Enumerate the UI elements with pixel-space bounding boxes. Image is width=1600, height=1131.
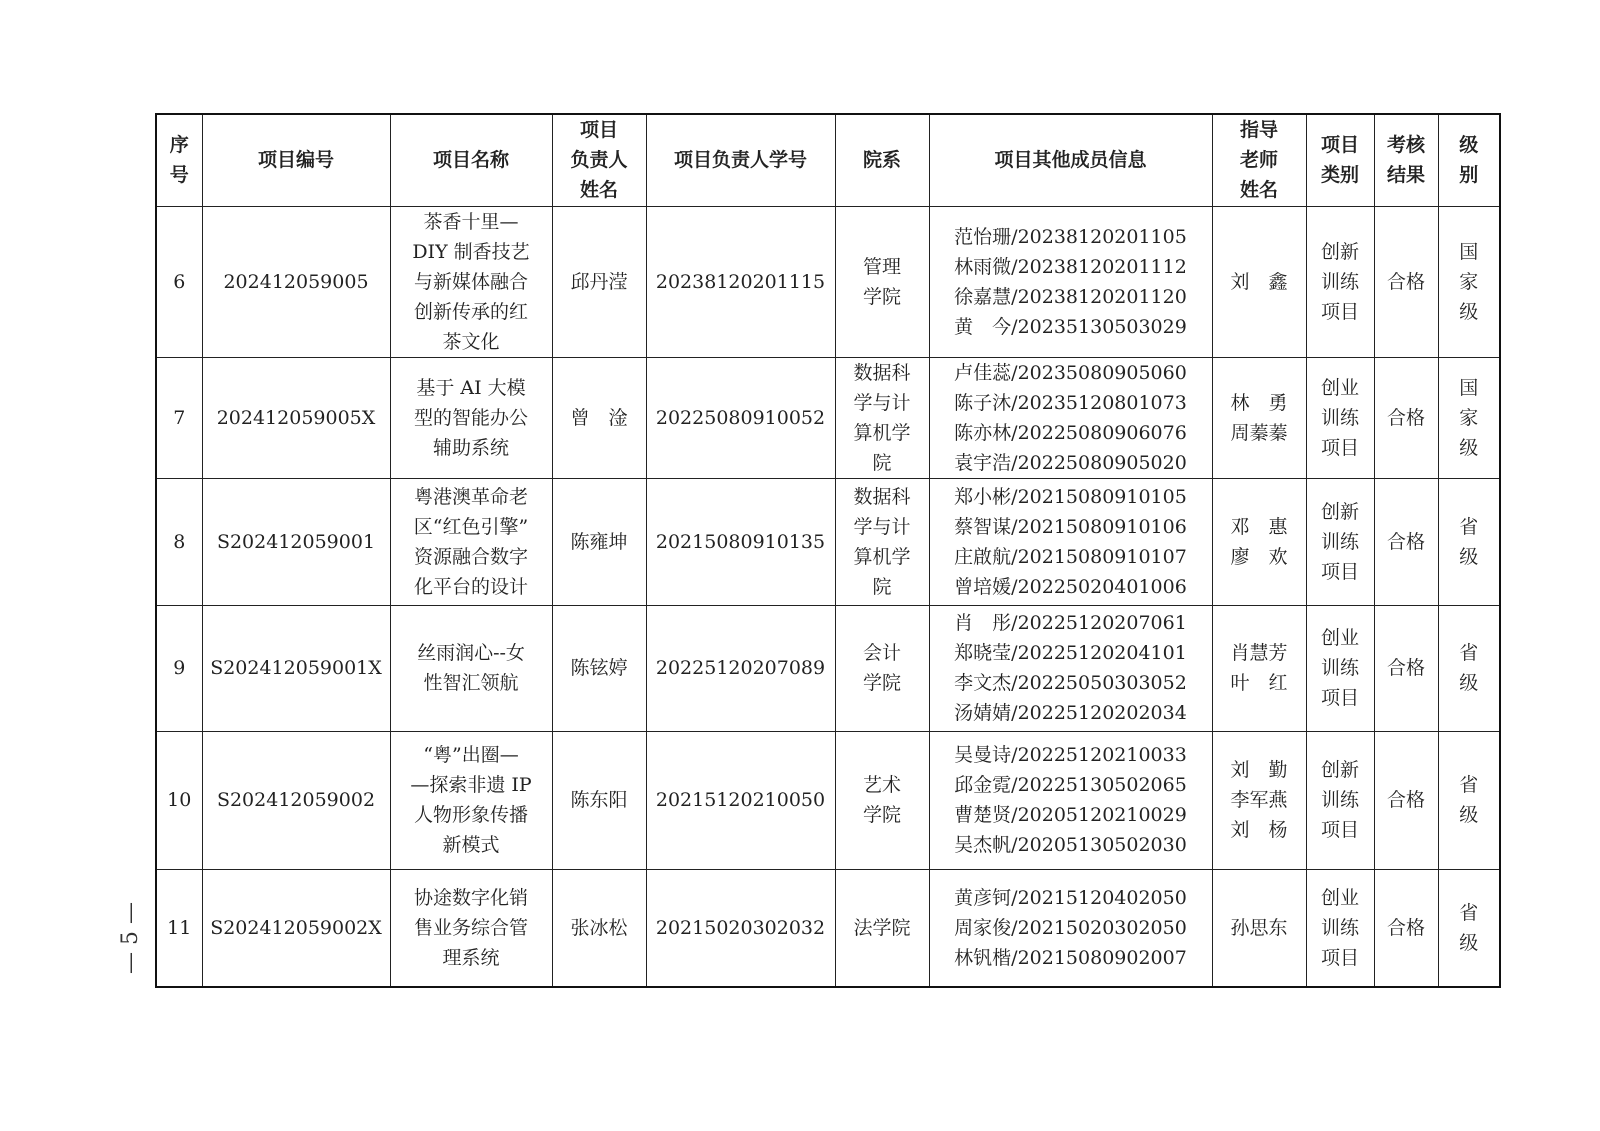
header-level: 级 别	[1438, 114, 1500, 206]
cell-leader-id: 20215120210050	[646, 731, 835, 869]
cell-level: 国 家 级	[1438, 357, 1500, 478]
cell-leader: 陈雍坤	[552, 478, 646, 605]
cell-category: 创业 训练 项目	[1306, 357, 1374, 478]
cell-leader: 张冰松	[552, 869, 646, 987]
cell-leader-id: 20225080910052	[646, 357, 835, 478]
cell-members: 肖 彤/20225120207061 郑晓莹/20225120204101 李文杰/20225050303052 汤婧婧/20225120202034	[929, 605, 1212, 731]
cell-code: S202412059002X	[202, 869, 390, 987]
cell-code: S202412059001X	[202, 605, 390, 731]
cell-name: 协途数字化销 售业务综合管 理系统	[390, 869, 552, 987]
cell-code: 202412059005X	[202, 357, 390, 478]
cell-name: 基于 AI 大模 型的智能办公 辅助系统	[390, 357, 552, 478]
cell-level: 省 级	[1438, 731, 1500, 869]
cell-level: 国 家 级	[1438, 206, 1500, 357]
header-seq: 序 号	[156, 114, 202, 206]
cell-members: 吴曼诗/20225120210033 邱金霓/20225130502065 曹楚贤/20205120210029 吴杰帆/20205130502030	[929, 731, 1212, 869]
cell-code: S202412059001	[202, 478, 390, 605]
cell-name: “粤”出圈— —探索非遗 IP 人物形象传播 新模式	[390, 731, 552, 869]
header-dept: 院系	[835, 114, 929, 206]
cell-seq: 11	[156, 869, 202, 987]
cell-name: 粤港澳革命老 区“红色引擎” 资源融合数字 化平台的设计	[390, 478, 552, 605]
cell-category: 创新 训练 项目	[1306, 206, 1374, 357]
cell-leader-id: 20215080910135	[646, 478, 835, 605]
cell-advisor: 邓 惠 廖 欢	[1212, 478, 1306, 605]
cell-leader: 陈东阳	[552, 731, 646, 869]
cell-code: 202412059005	[202, 206, 390, 357]
cell-advisor: 刘 鑫	[1212, 206, 1306, 357]
header-members: 项目其他成员信息	[929, 114, 1212, 206]
cell-leader-id: 20238120201115	[646, 206, 835, 357]
cell-dept: 会计 学院	[835, 605, 929, 731]
header-row	[156, 114, 1500, 206]
cell-result: 合格	[1374, 731, 1438, 869]
header-leader: 项目 负责人 姓名	[552, 114, 646, 206]
cell-result: 合格	[1374, 206, 1438, 357]
table-row	[156, 478, 1500, 605]
cell-members: 郑小彬/20215080910105 蔡智谋/20215080910106 庄啟航/20215080910107 曾培媛/20225020401006	[929, 478, 1212, 605]
cell-category: 创新 训练 项目	[1306, 478, 1374, 605]
cell-members: 黄彦钶/20215120402050 周家俊/20215020302050 林钒楷/20215080902007	[929, 869, 1212, 987]
header-name: 项目名称	[390, 114, 552, 206]
cell-category: 创业 训练 项目	[1306, 869, 1374, 987]
cell-name: 丝雨润心--女 性智汇领航	[390, 605, 552, 731]
cell-seq: 7	[156, 357, 202, 478]
cell-result: 合格	[1374, 478, 1438, 605]
page-number: — 5 —	[118, 902, 143, 974]
cell-dept: 艺术 学院	[835, 731, 929, 869]
cell-dept: 法学院	[835, 869, 929, 987]
header-result: 考核 结果	[1374, 114, 1438, 206]
cell-dept: 数据科 学与计 算机学 院	[835, 478, 929, 605]
cell-category: 创业 训练 项目	[1306, 605, 1374, 731]
table-row	[156, 605, 1500, 731]
cell-seq: 8	[156, 478, 202, 605]
cell-level: 省 级	[1438, 478, 1500, 605]
header-advisor: 指导 老师 姓名	[1212, 114, 1306, 206]
cell-leader: 曾 淦	[552, 357, 646, 478]
cell-level: 省 级	[1438, 605, 1500, 731]
cell-name: 茶香十里— DIY 制香技艺 与新媒体融合 创新传承的红 茶文化	[390, 206, 552, 357]
cell-advisor: 林 勇 周蓁蓁	[1212, 357, 1306, 478]
cell-category: 创新 训练 项目	[1306, 731, 1374, 869]
cell-result: 合格	[1374, 605, 1438, 731]
cell-seq: 6	[156, 206, 202, 357]
project-table	[155, 113, 1501, 988]
cell-leader: 陈铉婷	[552, 605, 646, 731]
cell-advisor: 孙思东	[1212, 869, 1306, 987]
cell-seq: 10	[156, 731, 202, 869]
cell-result: 合格	[1374, 357, 1438, 478]
table-row	[156, 206, 1500, 357]
cell-dept: 管理 学院	[835, 206, 929, 357]
cell-leader-id: 20225120207089	[646, 605, 835, 731]
header-code: 项目编号	[202, 114, 390, 206]
header-category: 项目 类别	[1306, 114, 1374, 206]
header-leader-id: 项目负责人学号	[646, 114, 835, 206]
table-row	[156, 357, 1500, 478]
cell-code: S202412059002	[202, 731, 390, 869]
table-row	[156, 731, 1500, 869]
cell-seq: 9	[156, 605, 202, 731]
cell-dept: 数据科 学与计 算机学 院	[835, 357, 929, 478]
cell-leader: 邱丹滢	[552, 206, 646, 357]
cell-level: 省 级	[1438, 869, 1500, 987]
cell-leader-id: 20215020302032	[646, 869, 835, 987]
cell-members: 范怡珊/20238120201105 林雨微/20238120201112 徐嘉慧/20238120201120 黄 今/20235130503029	[929, 206, 1212, 357]
cell-advisor: 刘 勤 李军燕 刘 杨	[1212, 731, 1306, 869]
cell-members: 卢佳蕊/20235080905060 陈子沐/20235120801073 陈亦林/20225080906076 袁宇浩/20225080905020	[929, 357, 1212, 478]
cell-result: 合格	[1374, 869, 1438, 987]
table-row	[156, 869, 1500, 987]
cell-advisor: 肖慧芳 叶 红	[1212, 605, 1306, 731]
